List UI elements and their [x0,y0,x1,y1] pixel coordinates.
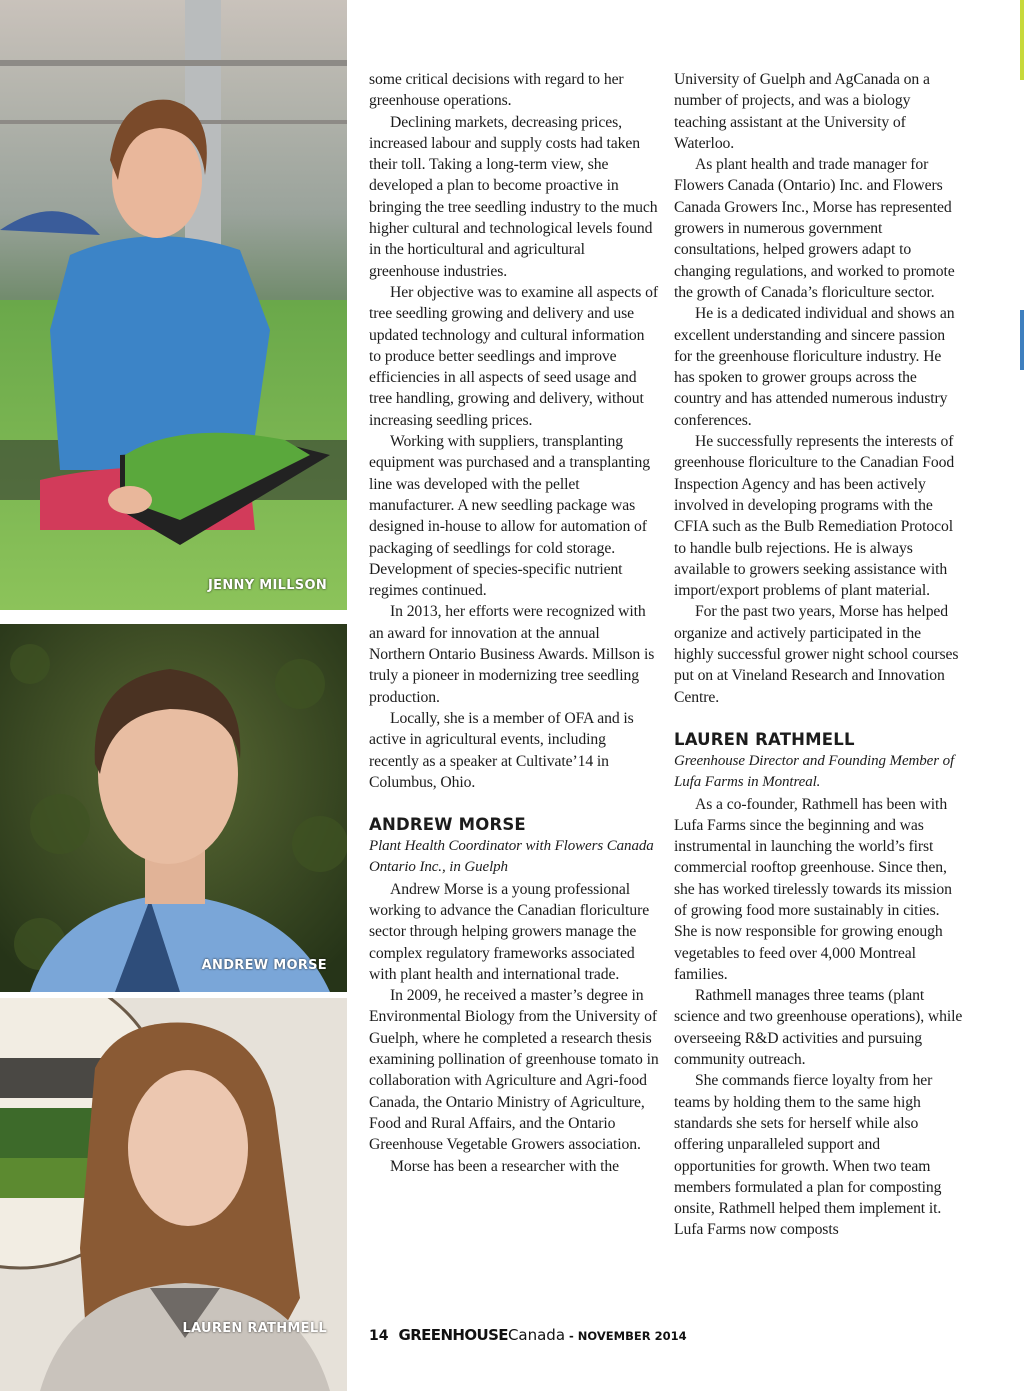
section-role-lauren-rathmell: Greenhouse Director and Founding Member of Lufa Farms in Montreal. [674,752,955,791]
paragraph: some critical decisions with regard to her greenhouse operations. [369,71,624,110]
paragraph: Rathmell manages three teams (plant science and two greenhouse operations), while overseeing R&D activities and pursuing community outreach. [674,987,963,1069]
paragraph: University of Guelph and AgCanada on a number of projects, and was a biology teaching assistant at the University of Waterloo. [674,71,930,152]
photo-lauren-rathmell [0,998,347,1391]
edge-strip [1020,310,1024,370]
paragraph: He successfully represents the interests of greenhouse floriculture to the Canadian Food Inspection Agency and has been actively involved in developing programs with the CFIA such as the Bulb Remediation Protocol to handle bulb rejections. He is always available to growers seeking assistance with import/export problems of plant material. [674,433,955,600]
issue-date: - NOVEMBER 2014 [569,1329,687,1343]
paragraph: Declining markets, decreasing prices, increased labour and supply costs had taken their toll. Taking a long-term view, she developed a plan to become proactive in bringing the tree seedling industry to the much higher cultural and technological levels found in the horticultural and agricultural greenhouse industries. [369,113,658,280]
paragraph: For the past two years, Morse has helped organize and actively participated in the highly successful grower night school courses put on at Vineland Research and Innovation Centre. [674,603,959,706]
photo-andrew-morse [0,624,347,992]
page-number: 14 [369,1328,389,1344]
page-footer [369,1326,687,1344]
paragraph: In 2009, he received a master’s degree in Environmental Biology from the University of Guelph, where he completed a research thesis examining pollination of greenhouse tomato in collaboration with Agriculture and Agri-food Canada, the Ontario Ministry of Agriculture, Food and Rural Affairs, and the Ontario Greenhouse Vegetable Growers association. [369,987,659,1154]
photo-andrew-morse-image [0,624,347,992]
paragraph: Morse has been a researcher with the [390,1157,619,1175]
paragraph: He is a dedicated individual and shows an excellent understanding and sincere passion for the greenhouse floriculture industry. He has spoken to grower groups across the country and has attended numerous industry conferences. [674,305,955,429]
magazine-brand-light: Canada [507,1326,566,1344]
section-role-andrew-morse: Plant Health Coordinator with Flowers Canada Ontario Inc., in Guelph [369,838,654,876]
article-column-2 [674,69,964,1241]
edge-strip [1020,0,1024,80]
photo-caption-lauren-rathmell: LAUREN RATHMELL [182,1321,327,1336]
paragraph: Working with suppliers, transplanting equipment was purchased and a transplanting line was developed with the pellet manufacturer. A new seedling package was designed in-house to allow for automation of packaging of seedlings for cold storage. Development of species-specific nutrient regimes continued. [369,433,651,600]
paragraph: As a co-founder, Rathmell has been with Lufa Farms since the beginning and was instrumental in launching the world’s first commercial rooftop greenhouse. Since then, she has worked tirelessly towards its mission of growing food more sustainably in cities. She is now responsible for growing enough vegetables to feed over 4,000 Montreal families. [674,795,952,983]
photo-jenny-millson-image [0,0,347,610]
article-column-1 [369,69,659,1177]
paragraph: Her objective was to examine all aspects of tree seedling growing and delivery and use updated technology and cultural information to produce better seedlings and improve efficiencies in all aspects of seed usage and tree handling, growing and delivery, without increasing seedling prices. [369,283,658,429]
magazine-brand-bold: GREENHOUSE [398,1326,508,1344]
paragraph: She commands fierce loyalty from her teams by holding them to the same high standards she sets for herself while also offering unparalleled support and opportunities for growth. When two team members formulated a plan for composting onsite, Rathmell helped them implement it. Lufa Farms now composts [674,1072,942,1239]
section-heading-andrew-morse: ANDREW MORSE [369,815,526,835]
paragraph: As plant health and trade manager for Flowers Canada (Ontario) Inc. and Flowers Canada Growers Inc., Morse has represented growers in numerous government consultations, helped growers adapt to changing regulations, and worked to promote the growth of Canada’s floriculture sector. [674,156,955,301]
paragraph: In 2013, her efforts were recognized with an award for innovation at the annual Northern Ontario Business Awards. Millson is truly a pioneer in modernizing tree seedling production. [369,603,655,706]
photo-jenny-millson [0,0,347,610]
paragraph: Andrew Morse is a young professional working to advance the Canadian floriculture sector through helping growers manage the complex regulatory frameworks associated with plant health and international trade. [369,880,650,983]
section-heading-lauren-rathmell: LAUREN RATHMELL [674,729,855,749]
photo-caption-jenny-millson: JENNY MILLSON [208,578,327,593]
photo-caption-andrew-morse: ANDREW MORSE [201,958,327,973]
paragraph: Locally, she is a member of OFA and is active in agricultural events, including recently as a speaker at Cultivate’14 in Columbus, Ohio. [369,709,634,791]
